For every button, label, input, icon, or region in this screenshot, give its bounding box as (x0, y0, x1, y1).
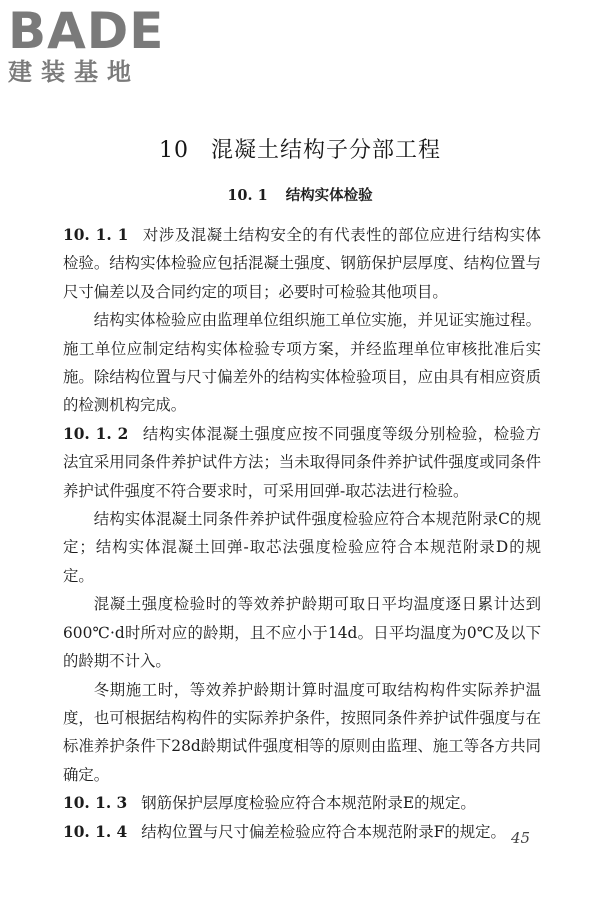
paragraph (63, 505, 541, 590)
clause-number: 10. 1. 2 (63, 424, 129, 443)
clause-number: 10. 1. 3 (63, 794, 128, 813)
paragraph (63, 306, 541, 420)
document-body (63, 221, 541, 846)
paragraph-text: 对涉及混凝土结构安全的有代表性的部位应进行结构实体检验。结构实体检验应包括混凝土强度、钢筋保护层厚度、结构位置与尺寸偏差以及合同约定的项目；必要时可检验其他项目。 (63, 226, 541, 301)
brand-logo (8, 2, 178, 92)
logo-subtitle: 建装基地 (8, 58, 140, 86)
page-number: 45 (511, 829, 531, 847)
paragraph-10-1-3 (63, 789, 541, 817)
paragraph (63, 590, 541, 675)
paragraph (63, 676, 541, 790)
clause-number: 10. 1. 1 (63, 226, 129, 244)
paragraph-text: 结构实体混凝土强度应按不同强度等级分别检验，检验方法宜采用同条件养护试件方法；当未取得同条件养护试件强度或同条件养护试件强度不符合要求时，可采用回弹-取芯法进行检验。 (63, 424, 541, 500)
chapter-heading (0, 137, 600, 165)
paragraph-text: 冬期施工时，等效养护龄期计算时温度可取结构构件实际养护温度，也可根据结构构件的实际养护条件，按照同条件养护试件强度与在标准养护条件下28d龄期试件强度相等的原则由监理、施工等各方共同确定。 (63, 680, 541, 784)
paragraph-text: 混凝土强度检验时的等效养护龄期可取日平均温度逐日累计达到600℃·d时所对应的龄期，且不应小于14d。日平均温度为0℃及以下的龄期不计入。 (63, 595, 541, 671)
chapter-title: 混凝土结构子分部工程 (210, 138, 441, 163)
chapter-number: 10 (158, 138, 189, 163)
paragraph-text: 结构实体混凝土同条件养护试件强度检验应符合本规范附录C的规定；结构实体混凝土回弹-取芯法强度检验应符合本规范附录D的规定。 (63, 510, 541, 585)
paragraph-text: 结构位置与尺寸偏差检验应符合本规范附录F的规定。 (141, 822, 506, 841)
paragraph-10-1-1 (63, 221, 541, 306)
paragraph-text: 钢筋保护层厚度检验应符合本规范附录E的规定。 (141, 794, 476, 813)
logo-wordmark: BADE (8, 2, 165, 60)
paragraph-10-1-2 (63, 420, 541, 505)
section-number: 10. 1 (227, 187, 268, 204)
section-title: 结构实体检验 (285, 187, 373, 204)
clause-number: 10. 1. 4 (63, 822, 128, 841)
paragraph-text: 结构实体检验应由监理单位组织施工单位实施，并见证实施过程。施工单位应制定结构实体检验专项方案，并经监理单位审核批准后实施。除结构位置与尺寸偏差外的结构实体检验项目，应由具有相应资质的检测机构完成。 (63, 311, 541, 415)
paragraph-10-1-4 (63, 818, 541, 846)
section-heading (0, 186, 600, 206)
